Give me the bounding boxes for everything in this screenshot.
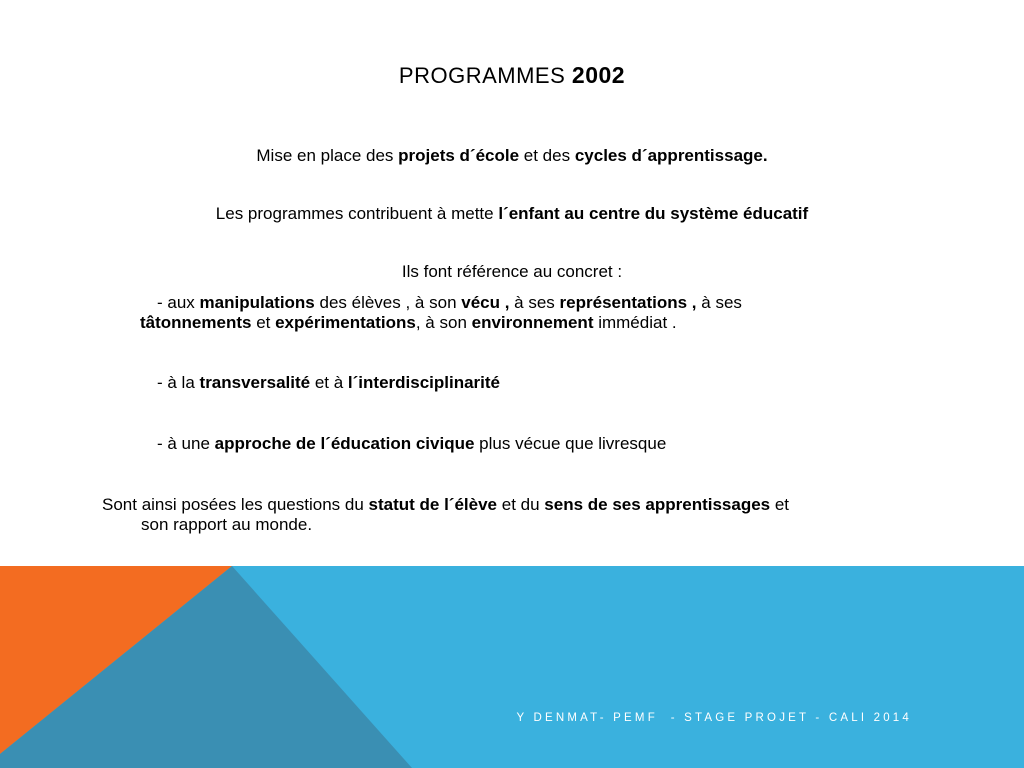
bold-segment: statut de l´élève <box>368 495 498 514</box>
text-segment: des élèves , à son <box>314 293 462 312</box>
footer-credit: Y DENMAT- PEMF - STAGE PROJET - CALI 2014 <box>516 712 912 724</box>
paragraph-child-center <box>0 204 1024 224</box>
bold-segment: l´enfant au centre du système éducatif <box>498 204 809 223</box>
bold-segment: manipulations <box>199 293 315 312</box>
text-segment: et <box>770 495 790 514</box>
text-segment: Sont ainsi posées les questions du <box>102 495 369 514</box>
bold-segment: représentations , <box>559 293 697 312</box>
bold-segment: vécu , <box>461 293 510 312</box>
paragraph-projects <box>0 146 1024 166</box>
bullet-transversality <box>140 373 900 393</box>
title-year: 2002 <box>571 62 626 88</box>
text-segment: et du <box>497 495 545 514</box>
bold-segment: environnement <box>471 313 594 332</box>
bold-segment: cycles d´apprentissage. <box>574 146 768 165</box>
bold-segment: expérimentations <box>275 313 416 332</box>
text-segment: , à son <box>415 313 472 332</box>
text-segment: et <box>251 313 276 332</box>
bold-segment: sens de ses apprentissages <box>544 495 771 514</box>
text-segment: - aux <box>157 293 200 312</box>
bullet-civic <box>140 434 900 454</box>
text-segment: à ses <box>696 293 742 312</box>
text-segment: plus vécue que livresque <box>474 434 667 453</box>
title-text: PROGRAMMES <box>398 63 566 88</box>
bold-segment: projets d´école <box>398 146 520 165</box>
text-segment: Les programmes contribuent à mette <box>215 204 499 223</box>
bold-segment: l´interdisciplinarité <box>347 373 501 392</box>
closing-continuation: son rapport au monde. <box>141 515 313 534</box>
footer-band <box>0 566 1024 768</box>
bold-segment: approche de l´éducation civique <box>214 434 475 453</box>
bullet-continuation <box>140 313 900 333</box>
text-segment: et des <box>519 146 575 165</box>
text-segment: Ils font référence au concret : <box>401 262 623 281</box>
text-segment: - à une <box>157 434 215 453</box>
slide-title <box>0 62 1024 89</box>
bullet-manipulations <box>140 293 900 333</box>
bold-segment: tâtonnements <box>140 313 252 332</box>
text-segment: Mise en place des <box>256 146 399 165</box>
paragraph-closing <box>102 495 922 535</box>
paragraph-concrete <box>0 262 1024 282</box>
text-segment: - à la <box>157 373 200 392</box>
text-segment: à ses <box>509 293 560 312</box>
bold-segment: transversalité <box>199 373 311 392</box>
footer-background <box>0 566 1024 768</box>
text-segment: immédiat . <box>593 313 677 332</box>
text-segment: et à <box>310 373 348 392</box>
